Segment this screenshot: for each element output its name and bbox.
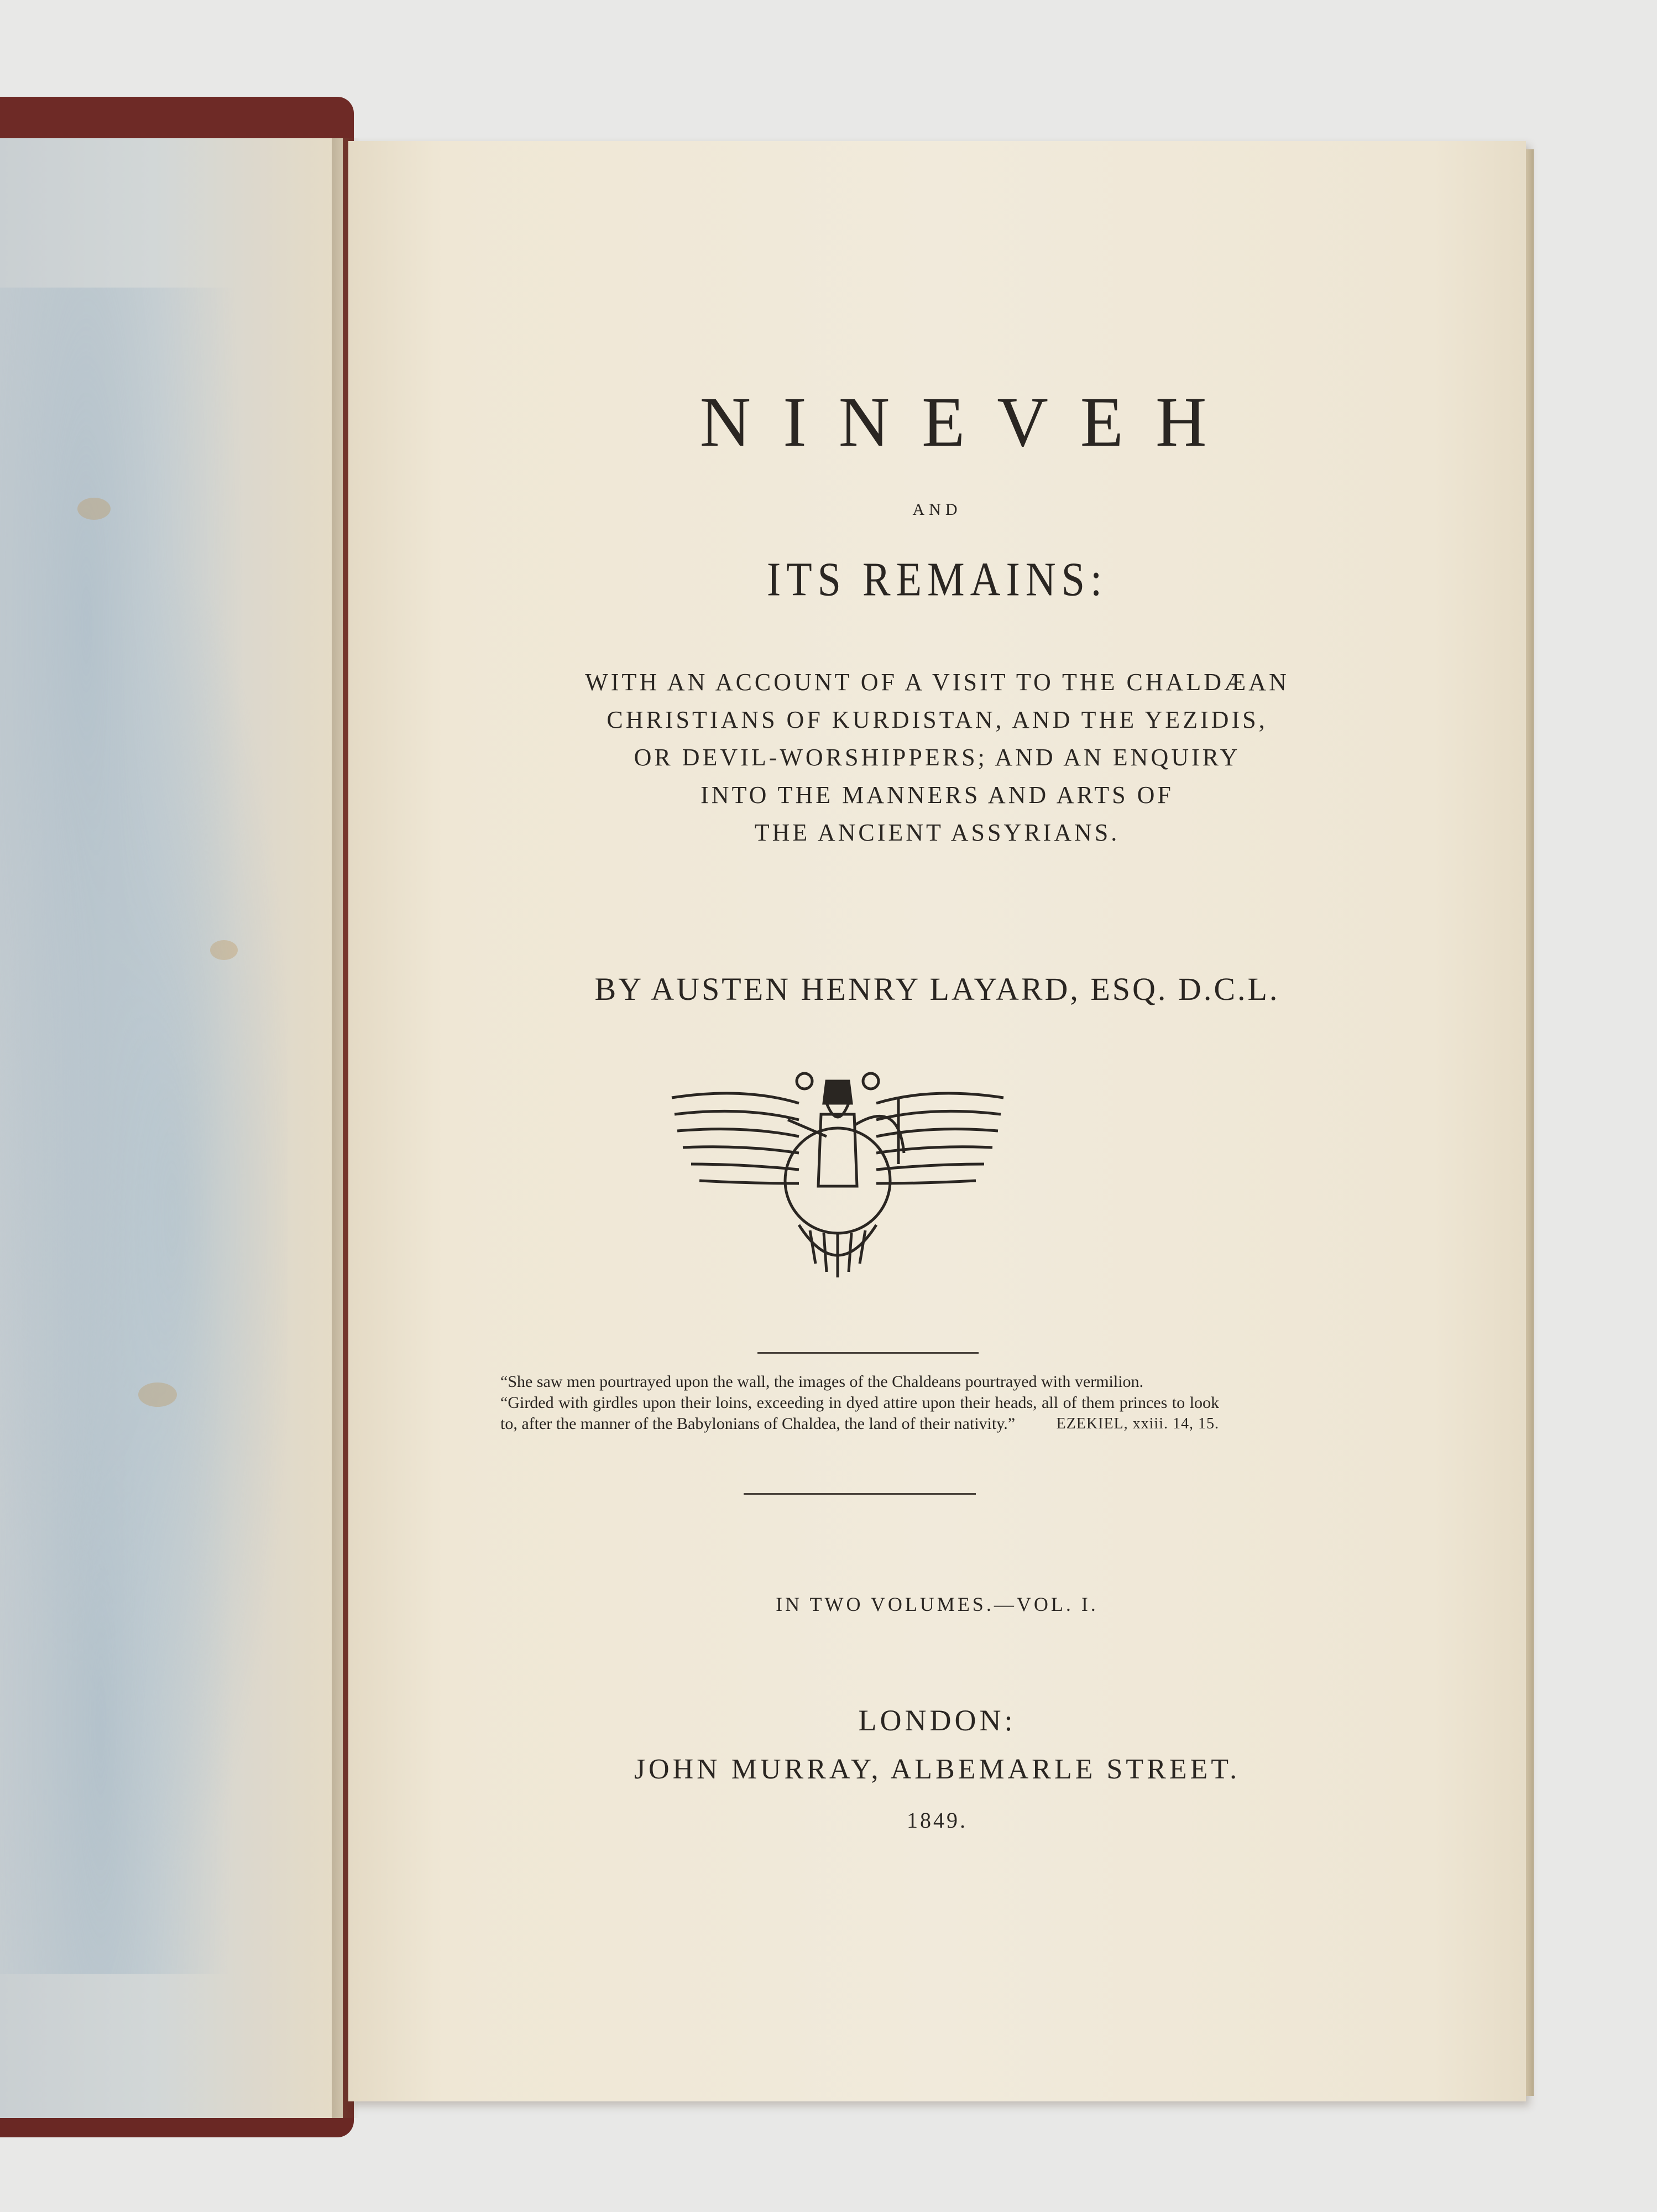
epigraph-verse: “Girded with girdles upon their loins, exceeding in dyed attire upon their heads, all of them princes to look to, after the manner of the Babylonians of Chaldea, the land of their nativity.”	[500, 1394, 1219, 1433]
winged-archer-emblem-icon	[661, 1065, 1015, 1286]
description-block	[348, 664, 1526, 852]
imprint-year: 1849.	[907, 1808, 968, 1833]
imprint-city: LONDON:	[858, 1704, 1016, 1737]
description-line: INTO THE MANNERS AND ARTS OF	[701, 781, 1174, 808]
frontispiece-show-through	[0, 288, 288, 1974]
title-conjunction: AND	[912, 500, 962, 519]
description-line: CHRISTIANS OF KURDISTAN, AND THE YEZIDIS,	[607, 706, 1268, 733]
book-title: NINEVEH	[699, 383, 1239, 461]
epigraph-reference: EZEKIEL, xxiii. 14, 15.	[1056, 1415, 1219, 1432]
book-subtitle: ITS REMAINS:	[766, 552, 1108, 607]
imprint-publisher: JOHN MURRAY, ALBEMARLE STREET.	[634, 1754, 1241, 1785]
foxing-stain	[138, 1383, 177, 1407]
author-line: BY AUSTEN HENRY LAYARD, ESQ. D.C.L.	[594, 971, 1280, 1007]
description-line: OR DEVIL-WORSHIPPERS; AND AN ENQUIRY	[634, 744, 1241, 771]
epigraph-verse: “She saw men pourtrayed upon the wall, the images of the Chaldeans pourtrayed with vermilion.	[500, 1373, 1144, 1391]
description-line: WITH AN ACCOUNT OF A VISIT TO THE CHALDÆAN	[585, 669, 1289, 696]
divider-rule	[757, 1352, 979, 1354]
volume-statement: IN TWO VOLUMES.—VOL. I.	[776, 1593, 1099, 1615]
epigraph	[500, 1371, 1219, 1434]
foxing-stain	[77, 498, 111, 520]
divider-rule	[744, 1493, 976, 1495]
description-line: THE ANCIENT ASSYRIANS.	[754, 819, 1120, 846]
foxing-stain	[210, 940, 238, 960]
